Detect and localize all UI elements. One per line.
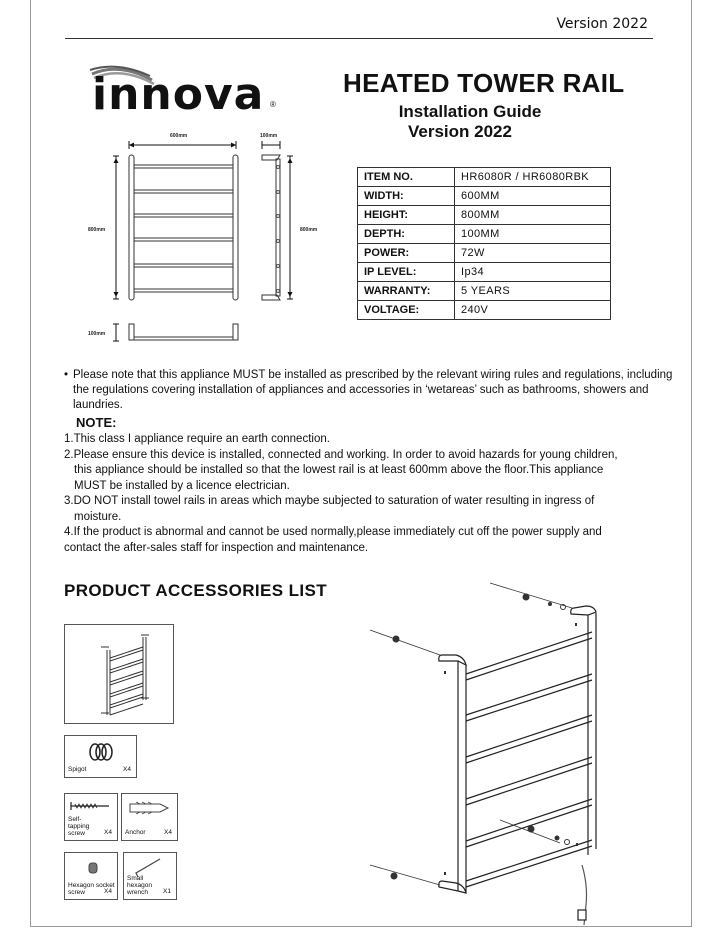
header-version: Version 2022	[556, 16, 648, 32]
spec-value: 800MM	[455, 206, 611, 225]
note-item: 1.This class I appliance require an earth connection.	[64, 433, 330, 445]
accessory-spigot	[64, 735, 137, 778]
spec-label: ITEM NO.	[358, 168, 455, 187]
accessory-label: Spigot	[68, 766, 87, 773]
accessory-quantity: X4	[104, 888, 112, 895]
height-dimension-label-left: 800mm	[88, 227, 106, 233]
spec-value: 72W	[455, 244, 611, 263]
accessory-quantity: X4	[104, 829, 112, 836]
spec-value: Ip34	[455, 263, 611, 282]
header-divider	[65, 38, 653, 39]
depth-dimension-label: 100mm	[260, 133, 278, 139]
spec-row-item-no	[358, 168, 611, 187]
width-dimension-label: 600mm	[170, 133, 188, 139]
spec-value: 100MM	[455, 225, 611, 244]
note-item-continued: contact the after-sales staff for inspection and maintenance.	[64, 541, 369, 554]
spec-label: WIDTH:	[358, 187, 455, 206]
accessory-small-hexagon-wrench	[123, 852, 177, 900]
notice-text: Please note that this appliance MUST be installed as prescribed by the relevant wiring rules and regulations, including the regulations covering installation of appliances and accessories in ‘wetareas’ such as bathrooms, showers and laundries.	[73, 369, 673, 411]
spec-label: DEPTH:	[358, 225, 455, 244]
logo-text: innova	[92, 69, 265, 120]
accessory-anchor	[121, 793, 178, 841]
accessory-label: Hexagon socket screw	[68, 882, 115, 896]
accessory-label: Self-tapping screw	[68, 816, 90, 837]
installation-notice	[64, 368, 674, 413]
document-version: Version 2022	[408, 122, 512, 141]
spec-row-voltage	[358, 301, 611, 320]
spec-row-width	[358, 187, 611, 206]
notes-heading: NOTE:	[76, 415, 117, 430]
accessories-heading: PRODUCT ACCESSORIES LIST	[64, 581, 328, 600]
installation-exploded-diagram	[360, 575, 620, 925]
spec-value: HR6080R / HR6080RBK	[455, 168, 611, 187]
accessory-quantity: X4	[164, 829, 172, 836]
bullet-icon: •	[64, 369, 69, 381]
spec-label: VOLTAGE:	[358, 301, 455, 320]
spec-label: HEIGHT:	[358, 206, 455, 225]
spec-row-height	[358, 206, 611, 225]
specifications-table	[357, 167, 611, 320]
accessory-hexagon-socket-screw	[64, 852, 118, 900]
towel-rail-product-box	[64, 624, 174, 724]
accessory-label: Small hexagon wrench	[127, 875, 152, 896]
spec-row-ip-level	[358, 263, 611, 282]
accessory-quantity: X1	[163, 888, 171, 895]
spec-value: 600MM	[455, 187, 611, 206]
spec-label: IP LEVEL:	[358, 263, 455, 282]
note-item: 4.If the product is abnormal and cannot be used normally,please immediately cut off the power supply and	[64, 526, 602, 538]
spec-label: WARRANTY:	[358, 282, 455, 301]
document-subtitle: Installation Guide	[398, 102, 542, 121]
spec-row-depth	[358, 225, 611, 244]
note-item-continued: moisture.	[74, 510, 122, 523]
innova-logo	[84, 66, 284, 120]
note-item: 3.DO NOT install towel rails in areas which maybe subjected to saturation of water resulting in ingress of	[64, 495, 595, 507]
note-item-continued: this appliance should be installed so that the lowest rail is at least 600mm above the floor.This appliance	[74, 464, 604, 476]
note-item-continued: MUST be installed by a licence electrician.	[74, 479, 290, 492]
spec-label: POWER:	[358, 244, 455, 263]
accessory-quantity: X4	[123, 766, 131, 773]
registered-mark: ®	[270, 100, 276, 109]
height-dimension-label-right: 800mm	[300, 227, 318, 233]
notes-list	[64, 432, 684, 556]
accessory-self-tapping-screw	[64, 793, 118, 841]
note-item: 2.Please ensure this device is installed, connected and working. In order to avoid hazards for young children,	[64, 448, 618, 461]
spec-row-power	[358, 244, 611, 263]
spec-row-warranty	[358, 282, 611, 301]
spec-value: 240V	[455, 301, 611, 320]
dimension-drawing	[70, 125, 330, 345]
towel-rail-icon	[65, 625, 175, 725]
accessory-label: Anchor	[125, 829, 146, 836]
spec-value: 5 YEARS	[455, 282, 611, 301]
bottom-depth-dimension-label: 100mm	[88, 331, 106, 337]
document-title: HEATED TOWER RAIL	[343, 68, 625, 98]
